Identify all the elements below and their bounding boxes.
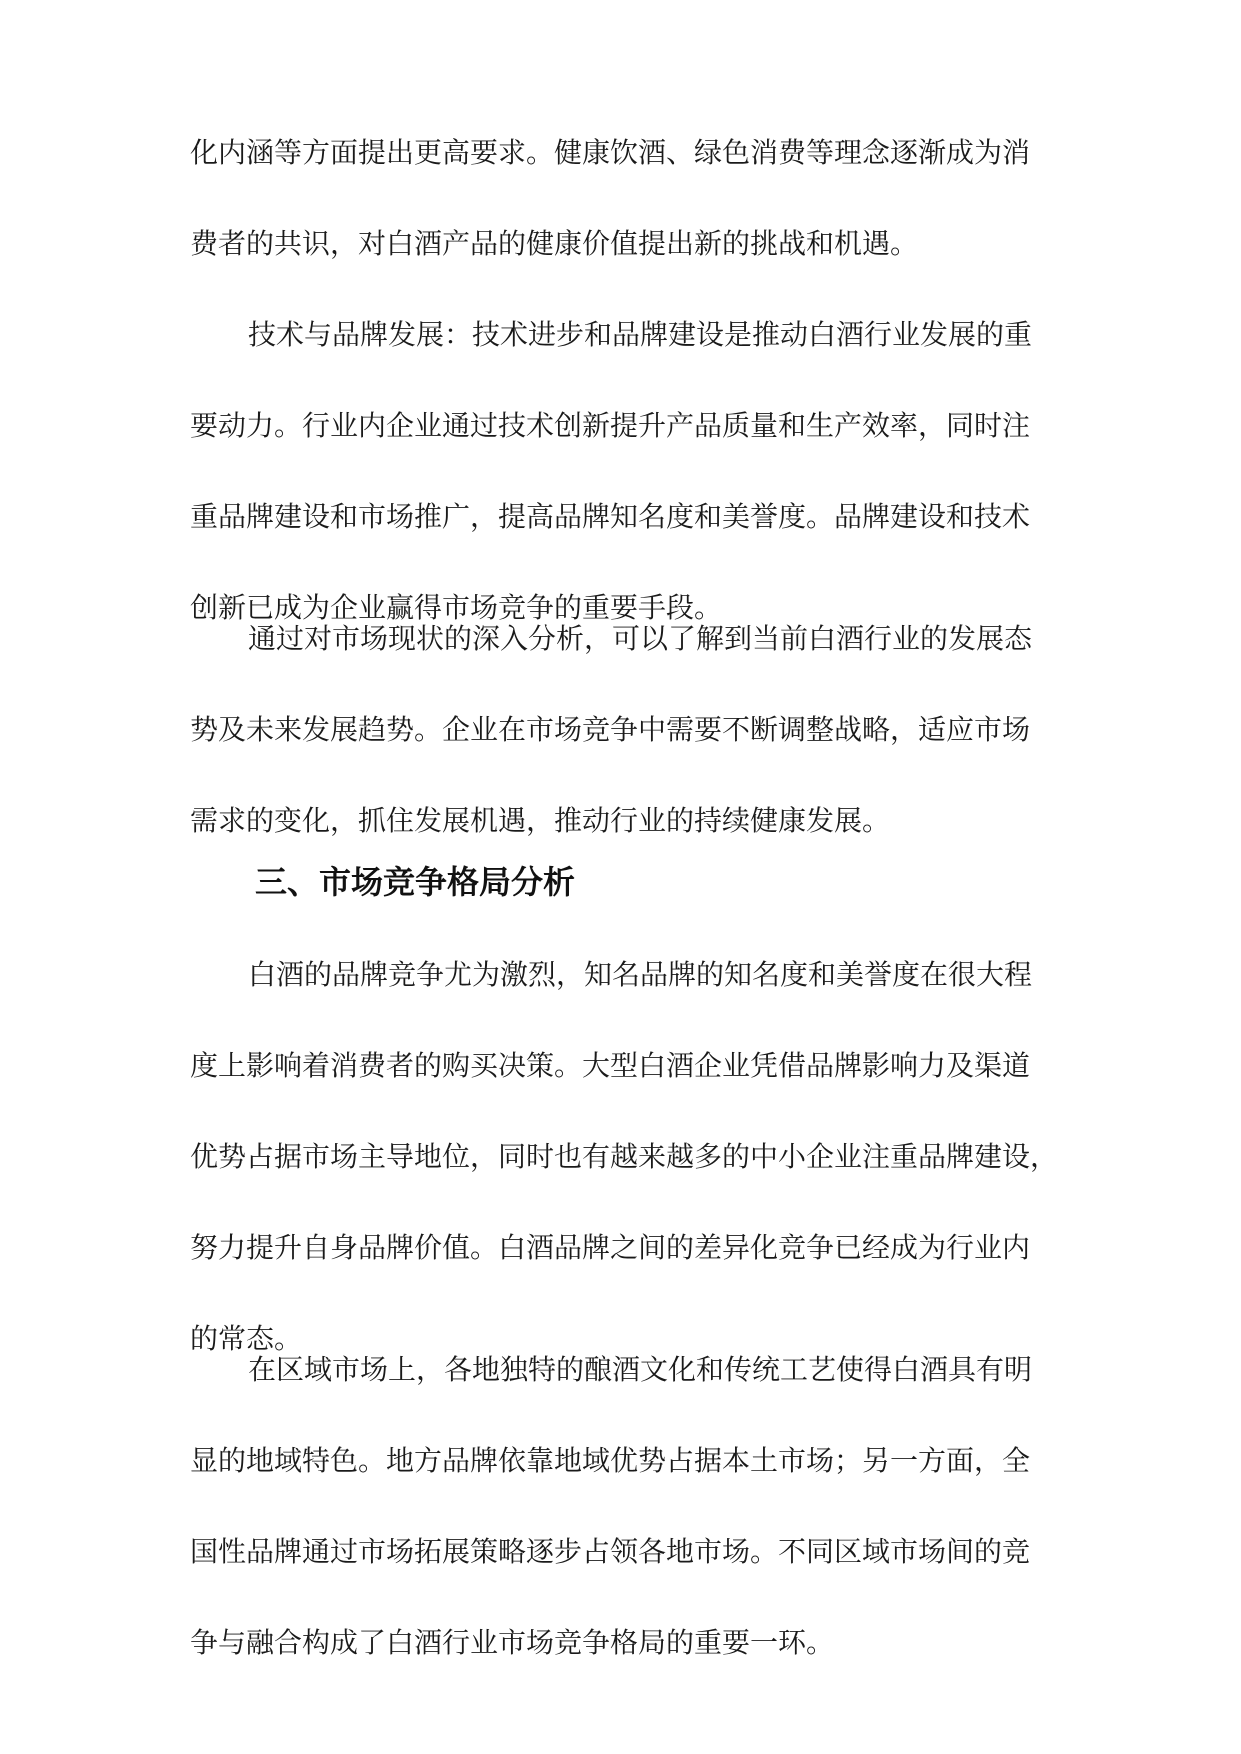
paragraph-line: 技术与品牌发展：技术进步和品牌建设是推动白酒行业发展的重 [248, 318, 1033, 351]
paragraph-line: 的常态。 [190, 1322, 303, 1355]
paragraph-line: 费者的共识，对白酒产品的健康价值提出新的挑战和机遇。 [190, 227, 919, 260]
paragraph-line: 争与融合构成了白酒行业市场竞争格局的重要一环。 [190, 1626, 835, 1659]
paragraph-line: 要动力。行业内企业通过技术创新提升产品质量和生产效率，同时注 [190, 409, 1031, 442]
paragraph-line: 努力提升自身品牌价值。白酒品牌之间的差异化竞争已经成为行业内 [190, 1231, 1031, 1264]
paragraph-brand-competition [190, 929, 1060, 1384]
paragraph-intro [190, 107, 1060, 289]
section-heading: 三、市场竞争格局分析 [255, 863, 576, 901]
paragraph-summary [190, 593, 1060, 866]
paragraph-line: 优势占据市场主导地位，同时也有越来越多的中小企业注重品牌建设， [190, 1140, 1059, 1173]
paragraph-line: 国性品牌通过市场拓展策略逐步占领各地市场。不同区域市场间的竞 [190, 1535, 1031, 1568]
paragraph-line: 在区域市场上，各地独特的酿酒文化和传统工艺使得白酒具有明 [248, 1353, 1033, 1386]
paragraph-line: 通过对市场现状的深入分析，可以了解到当前白酒行业的发展态 [248, 622, 1033, 655]
paragraph-line: 化内涵等方面提出更高要求。健康饮酒、绿色消费等理念逐渐成为消 [190, 136, 1031, 169]
paragraph-line: 度上影响着消费者的购买决策。大型白酒企业凭借品牌影响力及渠道 [190, 1049, 1031, 1082]
paragraph-line: 势及未来发展趋势。企业在市场竞争中需要不断调整战略，适应市场 [190, 713, 1031, 746]
paragraph-regional-market [190, 1324, 1060, 1688]
paragraph-line: 创新已成为企业赢得市场竞争的重要手段。 [190, 591, 723, 624]
paragraph-line: 需求的变化，抓住发展机遇，推动行业的持续健康发展。 [190, 804, 891, 837]
paragraph-line: 白酒的品牌竞争尤为激烈，知名品牌的知名度和美誉度在很大程 [248, 958, 1033, 991]
paragraph-line: 重品牌建设和市场推广，提高品牌知名度和美誉度。品牌建设和技术 [190, 500, 1031, 533]
paragraph-line: 显的地域特色。地方品牌依靠地域优势占据本土市场；另一方面，全 [190, 1444, 1031, 1477]
